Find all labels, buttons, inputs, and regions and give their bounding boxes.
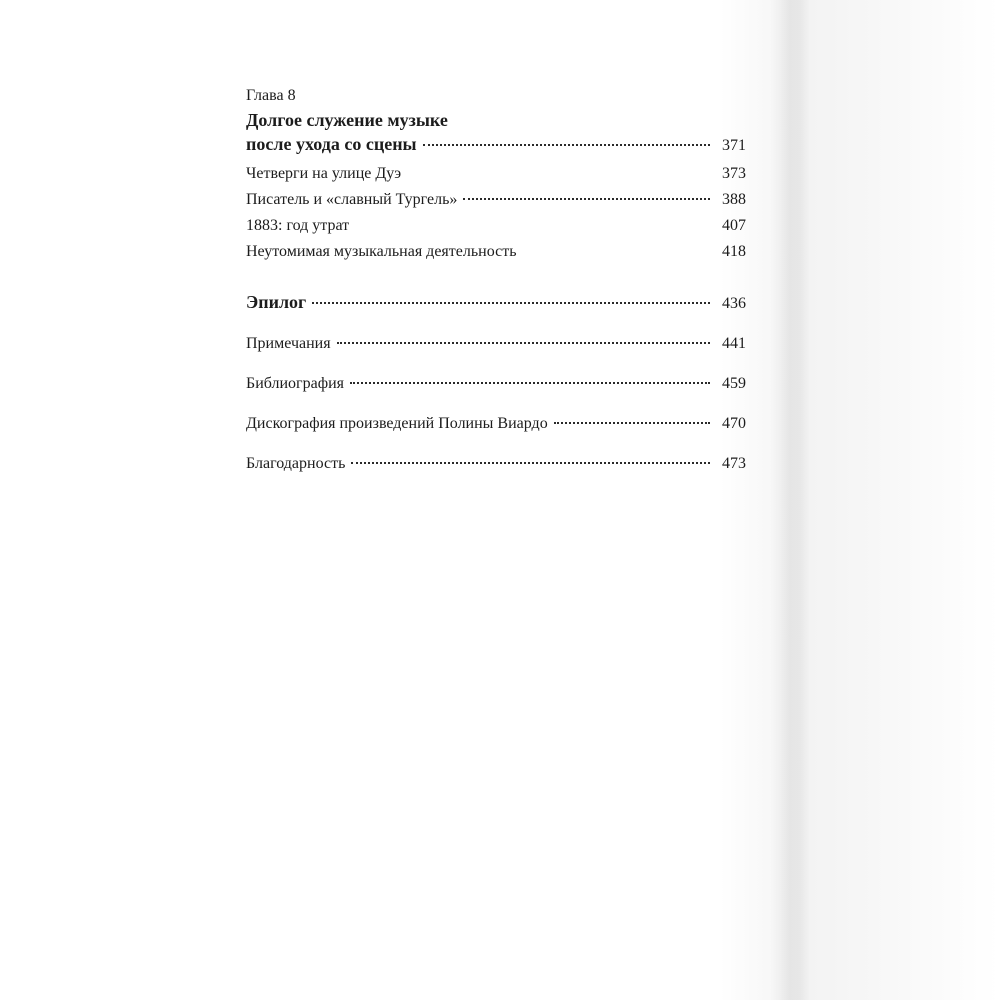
toc-entry-text: Эпилог (246, 292, 307, 312)
toc-entry-page: 436 (722, 295, 746, 312)
toc-entry-page: 473 (722, 455, 746, 472)
toc-entry-page: 418 (722, 243, 746, 260)
toc-entry (246, 374, 746, 394)
toc-entry (246, 334, 746, 354)
leader-dots (312, 302, 710, 304)
toc-entry-text: Писатель и «славный Тургель» (246, 191, 458, 208)
toc-entry-text: Примечания (246, 335, 331, 352)
leader-dots (554, 422, 710, 424)
chapter-label: Глава 8 (246, 87, 296, 104)
toc-entry-text: Неутомимая музыкальная деятельность (246, 243, 517, 260)
toc-entry-text: Благодарность (246, 455, 346, 472)
table-of-contents (246, 86, 746, 474)
toc-entry-page: 441 (722, 335, 746, 352)
toc-entry (246, 454, 746, 474)
leader-dots (350, 382, 710, 384)
toc-entry-text: Дискография произведений Полины Виардо (246, 415, 548, 432)
toc-entry-text: 1883: год утрат (246, 217, 350, 234)
toc-entry-text: Четверги на улице Дуэ (246, 165, 402, 182)
toc-entry-page: 388 (722, 191, 746, 208)
toc-entry (246, 216, 746, 236)
chapter-title-page: 371 (722, 137, 746, 154)
chapter-title-row (246, 132, 746, 158)
page-gutter-shadow (770, 0, 810, 1000)
toc-entry-text: Библиография (246, 375, 344, 392)
leader-dots (423, 144, 710, 146)
toc-entry-page: 459 (722, 375, 746, 392)
toc-entry (246, 242, 746, 262)
toc-entry (246, 414, 746, 434)
toc-entry (246, 164, 746, 184)
toc-entry (246, 190, 746, 210)
leader-dots (337, 342, 710, 344)
chapter-title-line-1: Долгое служение музыке (246, 110, 448, 130)
toc-entry-epilogue (246, 292, 746, 314)
leader-dots (351, 462, 710, 464)
leader-dots (463, 198, 710, 200)
toc-entry-page: 373 (722, 165, 746, 182)
toc-entry-page: 470 (722, 415, 746, 432)
toc-entry-page: 407 (722, 217, 746, 234)
chapter-title-line-2: после ухода со сцены (246, 134, 417, 154)
